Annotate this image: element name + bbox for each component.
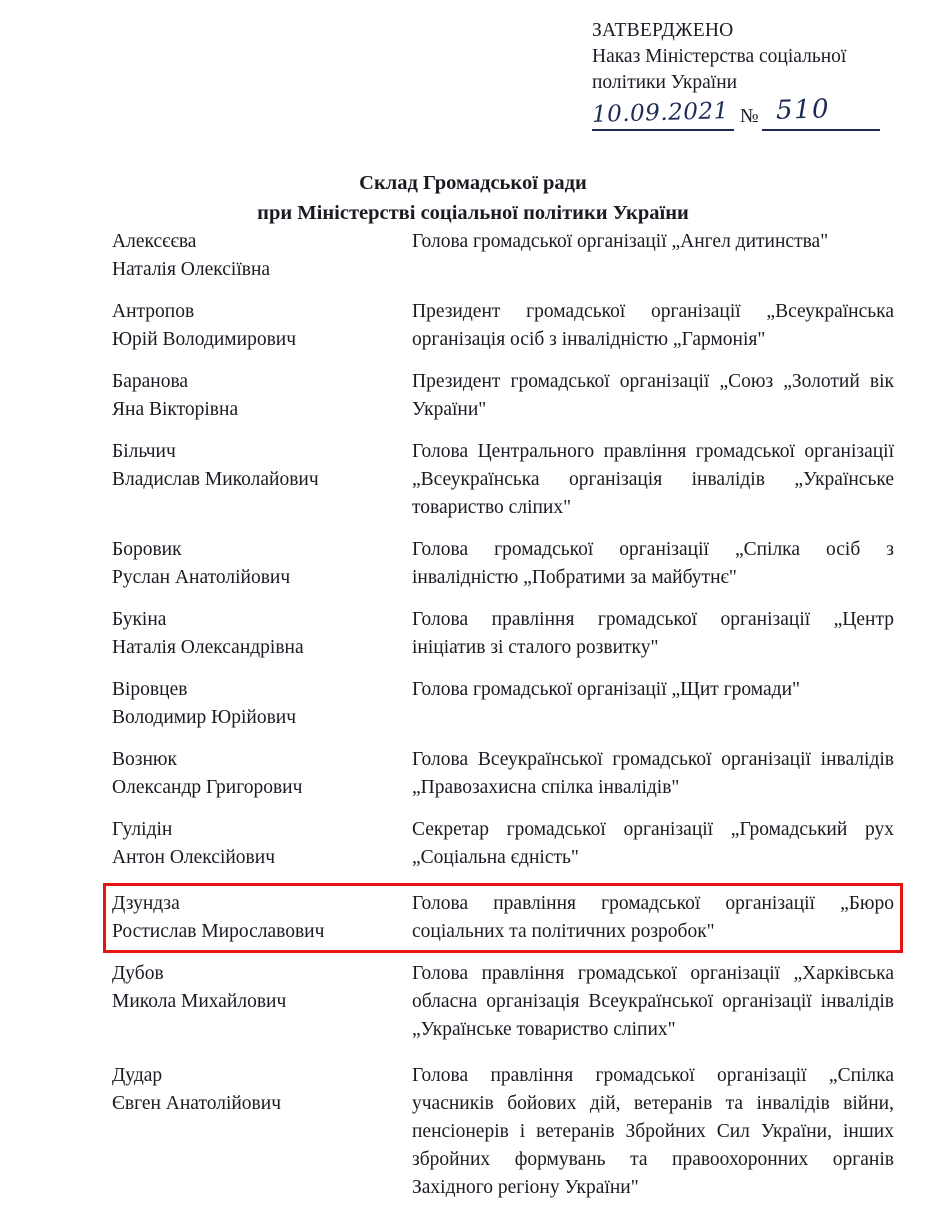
member-name (112, 368, 412, 424)
member-name (112, 438, 412, 494)
member-surname: Дзундза (112, 893, 180, 914)
member-given-name: Яна Вікторівна (112, 399, 239, 420)
member-given-name: Владислав Миколайович (112, 469, 319, 490)
member-given-name: Володимир Юрійович (112, 707, 297, 728)
member-given-name: Ростислав Мирославович (112, 921, 325, 942)
member-given-name: Микола Михайлович (112, 991, 287, 1012)
member-given-name: Олександр Григорович (112, 777, 303, 798)
list-item (112, 960, 894, 1044)
member-name (112, 746, 412, 802)
member-given-name: Антон Олексійович (112, 847, 276, 868)
member-role: Голова громадської організації „Ангел дитинства" (412, 231, 829, 252)
member-role: Голова правління громадської організації „Харківська обласна організація Всеукраїнської організації інвалідів „Українське товариство сліпих" (412, 963, 894, 1040)
member-surname: Більчич (112, 441, 176, 462)
list-item (112, 746, 894, 802)
member-surname: Вознюк (112, 749, 177, 770)
member-role: Голова Всеукраїнської громадської організації інвалідів „Правозахисна спілка інвалідів" (412, 749, 894, 798)
approval-heading: ЗАТВЕРДЖЕНО (592, 20, 734, 41)
list-item (112, 438, 894, 522)
approval-date-number-row (591, 94, 882, 134)
member-given-name: Юрій Володимирович (112, 329, 297, 350)
page-title (0, 168, 946, 228)
member-role: Голова Центрального правління громадської організації „Всеукраїнська організація інвалідів „Українське товариство сліпих" (412, 441, 894, 518)
handwritten-number: 510 (775, 94, 831, 126)
member-surname: Боровик (112, 539, 182, 560)
member-role: Президент громадської організації „Союз „Золотий вік України" (412, 371, 894, 420)
approval-line-2: політики України (592, 72, 738, 93)
member-name (112, 536, 412, 592)
member-name (112, 298, 412, 354)
member-given-name: Наталія Олексіївна (112, 259, 271, 280)
handwritten-date: 10.09.2021 (591, 98, 730, 128)
list-item (112, 228, 894, 284)
member-name (112, 1062, 412, 1118)
member-surname: Віровцев (112, 679, 188, 700)
list-item-highlighted (106, 886, 900, 950)
list-item (112, 536, 894, 592)
page-title-line-1: Склад Громадської ради (359, 172, 587, 194)
member-name (112, 676, 412, 732)
member-surname: Алексєєва (112, 231, 197, 252)
member-surname: Баранова (112, 371, 189, 392)
date-underline (592, 129, 734, 131)
member-role: Голова громадської організації „Щит громади" (412, 679, 800, 700)
list-item (112, 816, 894, 872)
member-role: Голова правління громадської організації „Спілка учасників бойових дій, ветеранів та інвалідів війни, пенсіонерів і ветеранів Збройних Сил України, інших збройних формувань та правоохоронних органів Західного регіону України" (412, 1065, 894, 1198)
member-given-name: Руслан Анатолійович (112, 567, 291, 588)
member-role: Президент громадської організації „Всеукраїнська організація осіб з інвалідністю „Гармонія" (412, 301, 894, 350)
number-sign: № (740, 106, 759, 127)
list-item (112, 676, 894, 732)
member-given-name: Наталія Олександрівна (112, 637, 304, 658)
member-name (112, 960, 412, 1016)
page-title-line-2: при Міністерстві соціальної політики України (257, 202, 689, 224)
list-item (112, 1062, 894, 1202)
list-item (112, 298, 894, 354)
member-role: Голова громадської організації „Спілка осіб з інвалідністю „Побратими за майбутнє" (412, 539, 894, 588)
member-role: Голова правління громадської організації „Бюро соціальних та політичних розробок" (412, 893, 894, 942)
member-name (112, 890, 412, 946)
member-surname: Гулідін (112, 819, 173, 840)
member-role: Секретар громадської організації „Громадський рух „Соціальна єдність" (412, 819, 894, 868)
member-role: Голова правління громадської організації „Центр ініціатив зі сталого розвитку" (412, 609, 894, 658)
member-surname: Антропов (112, 301, 195, 322)
approval-line-1: Наказ Міністерства соціальної (592, 46, 847, 67)
list-item (112, 368, 894, 424)
member-surname: Дубов (112, 963, 164, 984)
member-name (112, 816, 412, 872)
member-name (112, 228, 412, 284)
approval-block (592, 18, 892, 134)
member-surname: Букіна (112, 609, 167, 630)
member-name (112, 606, 412, 662)
member-given-name: Євген Анатолійович (112, 1093, 281, 1114)
member-surname: Дудар (112, 1065, 163, 1086)
list-item (112, 606, 894, 662)
members-list (112, 228, 894, 1216)
number-underline (762, 129, 880, 131)
